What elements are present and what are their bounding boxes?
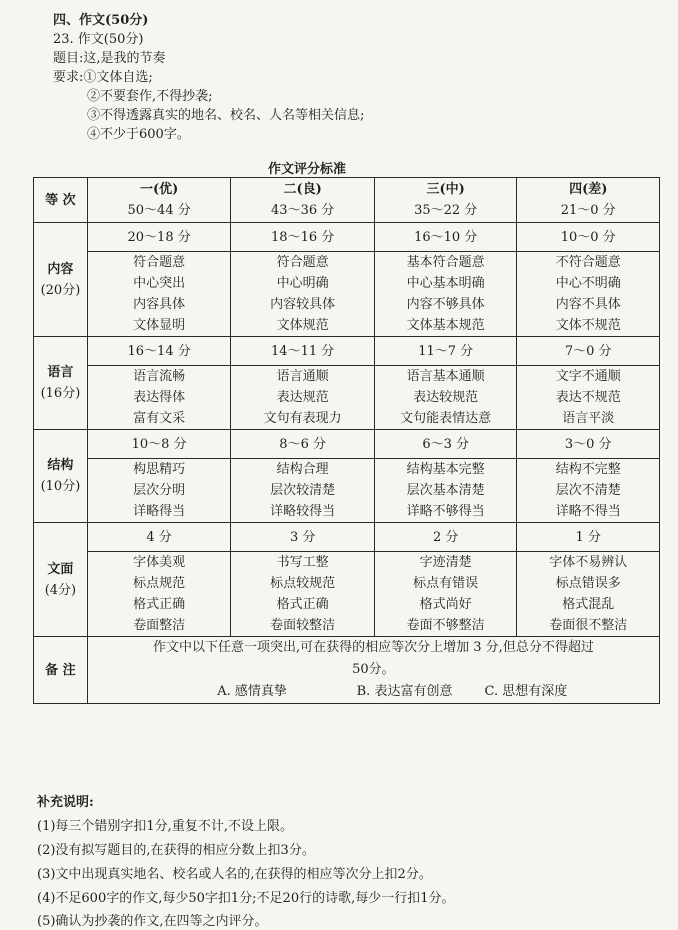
descriptor-cell — [231, 459, 375, 523]
descriptor-line: 富有文采 — [133, 411, 186, 426]
notes-cell — [87, 637, 659, 704]
descriptor-row — [34, 552, 660, 637]
score-range-cell: 14～11 分 — [231, 337, 375, 366]
descriptor-line: 构思精巧 — [133, 462, 186, 477]
grade-header-cell — [374, 178, 517, 223]
descriptor-line: 文句有表现力 — [263, 411, 342, 426]
bonus-options — [88, 681, 659, 703]
descriptor-line: 内容不具体 — [555, 297, 621, 312]
descriptor-line: 层次分明 — [133, 483, 186, 498]
grade-name: 四(差) — [569, 182, 608, 197]
descriptor-line: 文体规范 — [276, 318, 329, 333]
descriptor-line: 文句能表情达意 — [400, 411, 492, 426]
grade-range: 21～0 分 — [560, 203, 616, 218]
grade-header-label: 等 次 — [34, 178, 88, 223]
score-range-cell: 11～7 分 — [374, 337, 517, 366]
category-points: (10分) — [40, 479, 81, 494]
descriptor-line: 层次基本清楚 — [406, 483, 485, 498]
category-name: 内容 — [47, 261, 74, 277]
supplement-item: (4)不足600字的作文,每少50字扣1分;不足20行的诗歌,每少一行扣1分。 — [37, 891, 455, 906]
descriptor-line: 不符合题意 — [555, 255, 621, 270]
descriptor-line: 书写工整 — [276, 555, 329, 570]
descriptor-line: 中心基本明确 — [406, 276, 485, 291]
descriptor-line: 表达不规范 — [555, 390, 621, 405]
descriptor-line: 格式正确 — [133, 597, 186, 612]
descriptor-line: 文体不规范 — [555, 318, 621, 333]
notes-text: 作文中以下任意一项突出,可在获得的相应等次分上增加 3 分,但总分不得超过 — [153, 640, 594, 655]
descriptor-cell — [87, 252, 231, 337]
score-range-row — [34, 337, 660, 366]
score-range-cell: 3 分 — [231, 523, 375, 552]
score-range-cell: 10～0 分 — [517, 223, 660, 252]
descriptor-cell — [517, 252, 660, 337]
descriptor-cell — [374, 552, 517, 637]
supplement-item: (2)没有拟写题目的,在获得的相应分数上扣3分。 — [37, 843, 315, 858]
descriptor-cell — [517, 552, 660, 637]
descriptor-line: 内容具体 — [133, 297, 186, 312]
category-name: 结构 — [47, 458, 74, 473]
grade-header-cell — [231, 178, 375, 223]
descriptor-line: 标点较规范 — [270, 576, 336, 591]
descriptor-line: 语言基本通顺 — [406, 369, 485, 384]
essay-topic: 题目:这,是我的节奏 — [53, 51, 166, 66]
score-range-row — [34, 523, 660, 552]
bonus-option: C. 思想有深度 — [484, 684, 568, 699]
score-range-cell: 2 分 — [374, 523, 517, 552]
descriptor-line: 语言流畅 — [133, 369, 186, 384]
descriptor-line: 字体不易辨认 — [549, 555, 628, 570]
descriptor-line: 格式尚好 — [419, 597, 472, 612]
descriptor-cell — [87, 459, 231, 523]
score-range-cell: 10～8 分 — [87, 430, 231, 459]
score-range-cell: 1 分 — [517, 523, 660, 552]
supplement-item: (3)文中出现真实地名、校名或人名的,在获得的相应等次分上扣2分。 — [37, 867, 432, 882]
grade-name: 一(优) — [139, 182, 179, 197]
requirement-2: ②不要套作,不得抄袭; — [87, 89, 213, 104]
category-cell — [34, 223, 88, 337]
descriptor-cell — [517, 459, 660, 523]
descriptor-cell — [87, 366, 231, 430]
supplement-title: 补充说明: — [37, 795, 94, 810]
grade-range: 43～36 分 — [271, 203, 335, 218]
descriptor-line: 格式正确 — [276, 597, 329, 612]
score-range-cell: 3～0 分 — [517, 430, 660, 459]
descriptor-line: 结构合理 — [276, 462, 329, 477]
descriptor-cell — [517, 366, 660, 430]
descriptor-cell — [87, 552, 231, 637]
notes-text-continued: 50分。 — [352, 662, 395, 677]
descriptor-line: 表达较规范 — [413, 390, 479, 405]
bonus-option: A. 感情真挚 — [217, 684, 287, 699]
descriptor-line: 结构基本完整 — [406, 462, 485, 477]
category-points: (4分) — [44, 582, 77, 598]
descriptor-line: 中心不明确 — [555, 276, 621, 291]
descriptor-row — [34, 252, 660, 337]
score-range-cell: 8～6 分 — [231, 430, 375, 459]
score-range-row — [34, 430, 660, 459]
descriptor-line: 标点规范 — [133, 576, 186, 591]
table-caption: 作文评分标准 — [268, 162, 347, 177]
grade-header-cell — [517, 178, 660, 223]
requirement-3: ③不得透露真实的地名、校名、人名等相关信息; — [87, 108, 365, 123]
grade-header-row — [34, 178, 660, 223]
descriptor-line: 表达规范 — [276, 390, 329, 405]
descriptor-line: 符合题意 — [276, 255, 329, 270]
descriptor-line: 标点错误多 — [555, 576, 621, 591]
bonus-option: B. 表达富有创意 — [356, 684, 453, 699]
descriptor-cell — [374, 252, 517, 337]
category-name: 文面 — [47, 561, 74, 577]
category-points: (16分) — [40, 386, 81, 401]
score-range-row — [34, 223, 660, 252]
descriptor-cell — [231, 366, 375, 430]
descriptor-cell — [374, 459, 517, 523]
descriptor-line: 语言通顺 — [276, 369, 329, 384]
score-range-cell: 18～16 分 — [231, 223, 375, 252]
descriptor-cell — [231, 552, 375, 637]
grade-header-cell — [87, 178, 231, 223]
requirement-4: ④不少于600字。 — [87, 127, 190, 142]
descriptor-line: 表达得体 — [133, 390, 186, 405]
descriptor-line: 卷面不够整洁 — [406, 618, 485, 633]
descriptor-line: 卷面整洁 — [133, 618, 186, 633]
descriptor-line: 中心突出 — [133, 276, 186, 291]
category-name: 语言 — [47, 365, 74, 380]
score-range-cell: 16～14 分 — [87, 337, 231, 366]
descriptor-cell — [374, 366, 517, 430]
scoring-table — [33, 177, 660, 704]
descriptor-cell — [231, 252, 375, 337]
descriptor-line: 字迹清楚 — [419, 555, 472, 570]
descriptor-line: 内容不够具体 — [406, 297, 485, 312]
descriptor-line: 详略较得当 — [270, 504, 336, 519]
requirement-1: 要求:①文体自选; — [53, 70, 153, 85]
descriptor-line: 详略不得当 — [555, 504, 621, 519]
descriptor-line: 层次较清楚 — [270, 483, 336, 498]
score-range-cell: 16～10 分 — [374, 223, 517, 252]
score-range-cell: 6～3 分 — [374, 430, 517, 459]
descriptor-line: 中心明确 — [276, 276, 329, 291]
descriptor-line: 详略不够得当 — [406, 504, 485, 519]
descriptor-line: 详略得当 — [133, 504, 186, 519]
question-number: 23. 作文(50分) — [53, 32, 144, 47]
descriptor-line: 结构不完整 — [555, 462, 621, 477]
section-heading: 四、作文(50分) — [53, 13, 149, 28]
notes-row — [34, 637, 660, 704]
descriptor-line: 内容较具体 — [270, 297, 336, 312]
category-cell — [34, 523, 88, 637]
descriptor-row — [34, 366, 660, 430]
grade-name: 二(良) — [283, 182, 322, 197]
descriptor-line: 卷面很不整洁 — [549, 618, 628, 633]
supplement-item: (5)确认为抄袭的作文,在四等之内评分。 — [37, 914, 268, 929]
descriptor-line: 文字不通顺 — [555, 369, 621, 384]
descriptor-line: 文体显明 — [133, 318, 186, 333]
grade-range: 50～44 分 — [127, 203, 191, 218]
descriptor-line: 标点有错误 — [413, 576, 479, 591]
category-cell — [34, 430, 88, 523]
descriptor-line: 格式混乱 — [562, 597, 615, 612]
grade-range: 35～22 分 — [414, 203, 478, 218]
descriptor-line: 文体基本规范 — [406, 318, 485, 333]
descriptor-line: 符合题意 — [133, 255, 186, 270]
descriptor-line: 层次不清楚 — [555, 483, 621, 498]
grade-name: 三(中) — [426, 182, 465, 197]
descriptor-line: 卷面较整洁 — [270, 618, 336, 633]
score-range-cell: 20～18 分 — [87, 223, 231, 252]
descriptor-row — [34, 459, 660, 523]
descriptor-line: 基本符合题意 — [406, 255, 485, 270]
supplement-item: (1)每三个错别字扣1分,重复不计,不设上限。 — [37, 819, 293, 834]
notes-label: 备 注 — [34, 637, 88, 704]
descriptor-line: 语言平淡 — [562, 411, 615, 426]
score-range-cell: 7～0 分 — [517, 337, 660, 366]
category-cell — [34, 337, 88, 430]
category-points: (20分) — [40, 282, 81, 298]
score-range-cell: 4 分 — [87, 523, 231, 552]
descriptor-line: 字体美观 — [133, 555, 186, 570]
